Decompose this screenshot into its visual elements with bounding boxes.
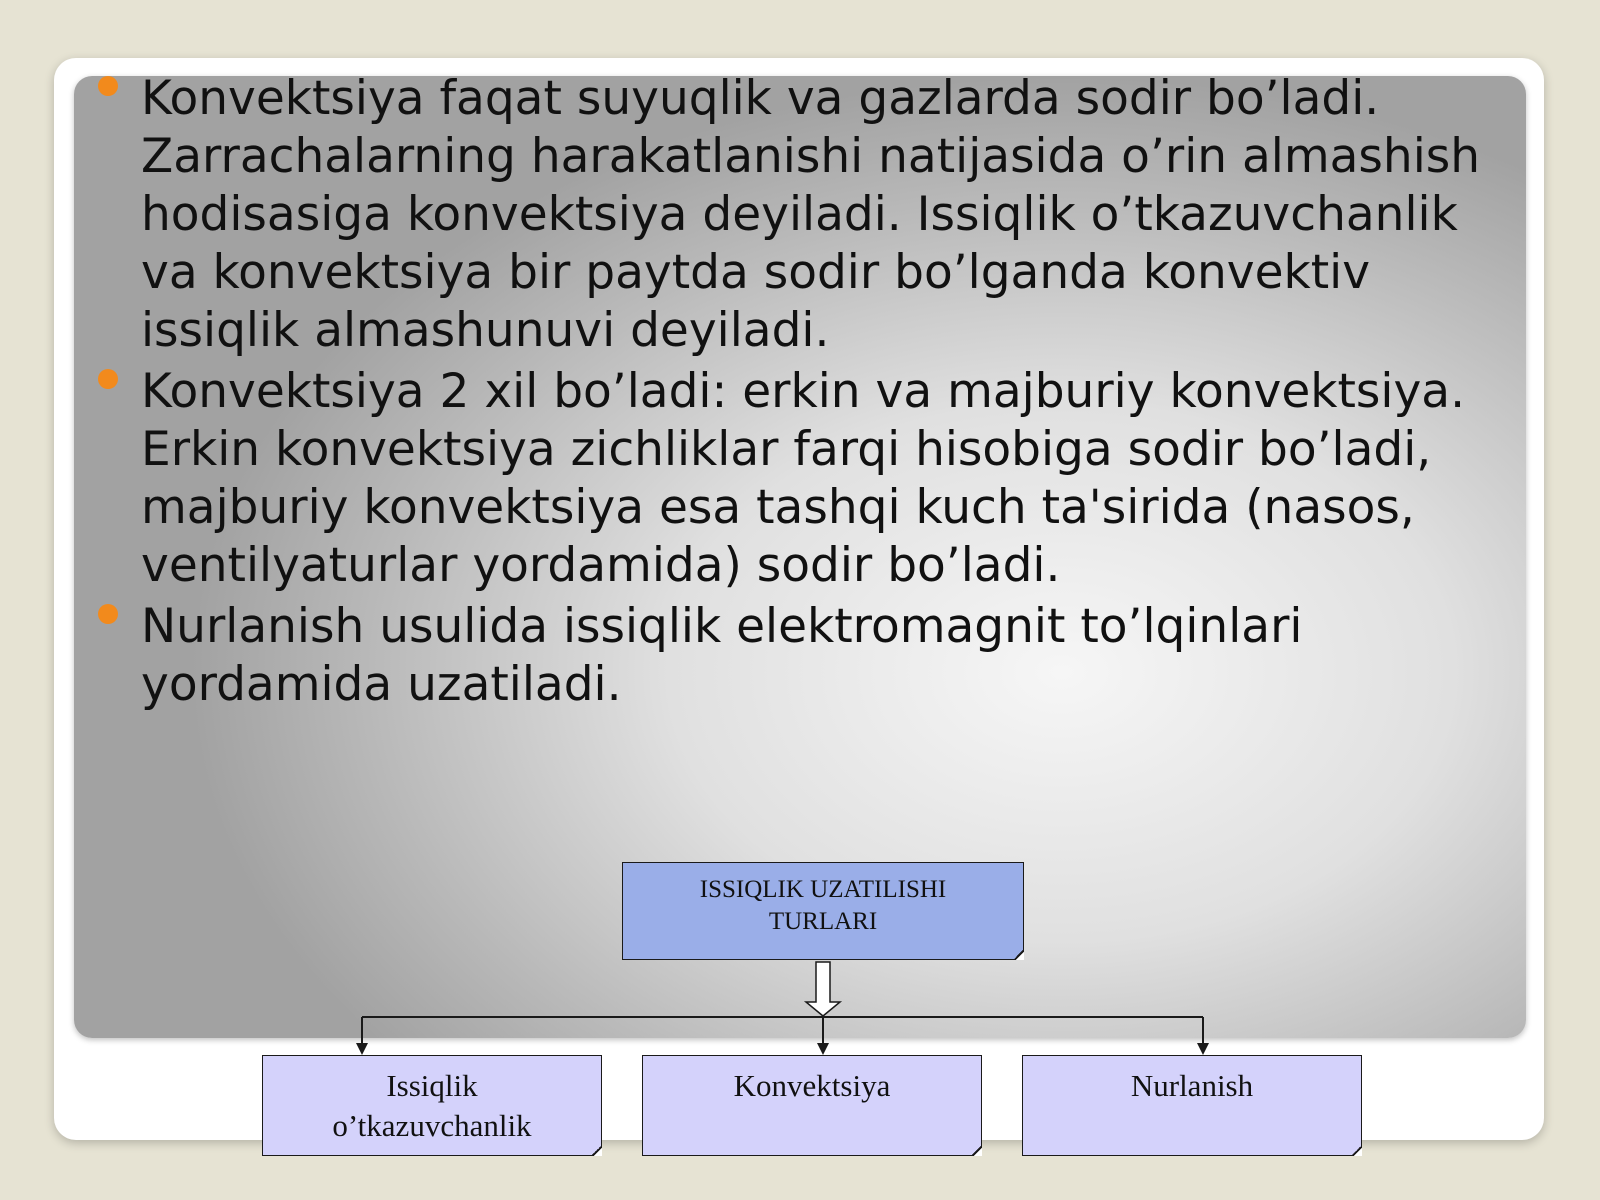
diagram-child-box-convection — [642, 1055, 982, 1156]
diagram-root-box — [622, 862, 1024, 960]
bullet-list — [96, 70, 1496, 717]
root-label-line1: ISSIQLIK UZATILISHI — [699, 876, 947, 903]
child-label-line1: Issiqlik — [386, 1068, 478, 1103]
bullet-item — [96, 70, 1496, 360]
bullet-dot-icon — [98, 76, 118, 96]
child-label-line1: Konvektsiya — [733, 1068, 891, 1103]
child-label-line2: o’tkazuvchanlik — [332, 1108, 532, 1143]
diagram-child-box-radiation — [1022, 1055, 1362, 1156]
root-label-line2: TURLARI — [768, 908, 878, 935]
diagram-child-box-conduction — [262, 1055, 602, 1156]
bullet-dot-icon — [98, 604, 118, 624]
bullet-text: Nurlanish usulida issiqlik elektromagnit to’lqinlari yordamida uzatiladi. — [141, 599, 1303, 712]
child-label-line1: Nurlanish — [1130, 1068, 1254, 1103]
bullet-item — [96, 598, 1496, 714]
bullet-text: Konvektsiya 2 xil bo’ladi: erkin va majburiy konvektsiya. Erkin konvektsiya zichliklar farqi hisobiga sodir bo’ladi, majburiy konvektsiya esa tashqi kuch ta'sirida (nasos, ventilyaturlar yordamida) sodir bo’ladi. — [141, 364, 1466, 593]
bullet-item — [96, 363, 1496, 595]
bullet-dot-icon — [98, 369, 118, 389]
bullet-text: Konvektsiya faqat suyuqlik va gazlarda sodir bo’ladi. Zarrachalarning harakatlanishi natijasida o’rin almashish hodisasiga konvektsiya deyiladi. Issiqlik o’tkazuvchanlik va konvektsiya bir paytda sodir bo’lganda konvektiv issiqlik almashunuvi deyiladi. — [141, 71, 1481, 358]
